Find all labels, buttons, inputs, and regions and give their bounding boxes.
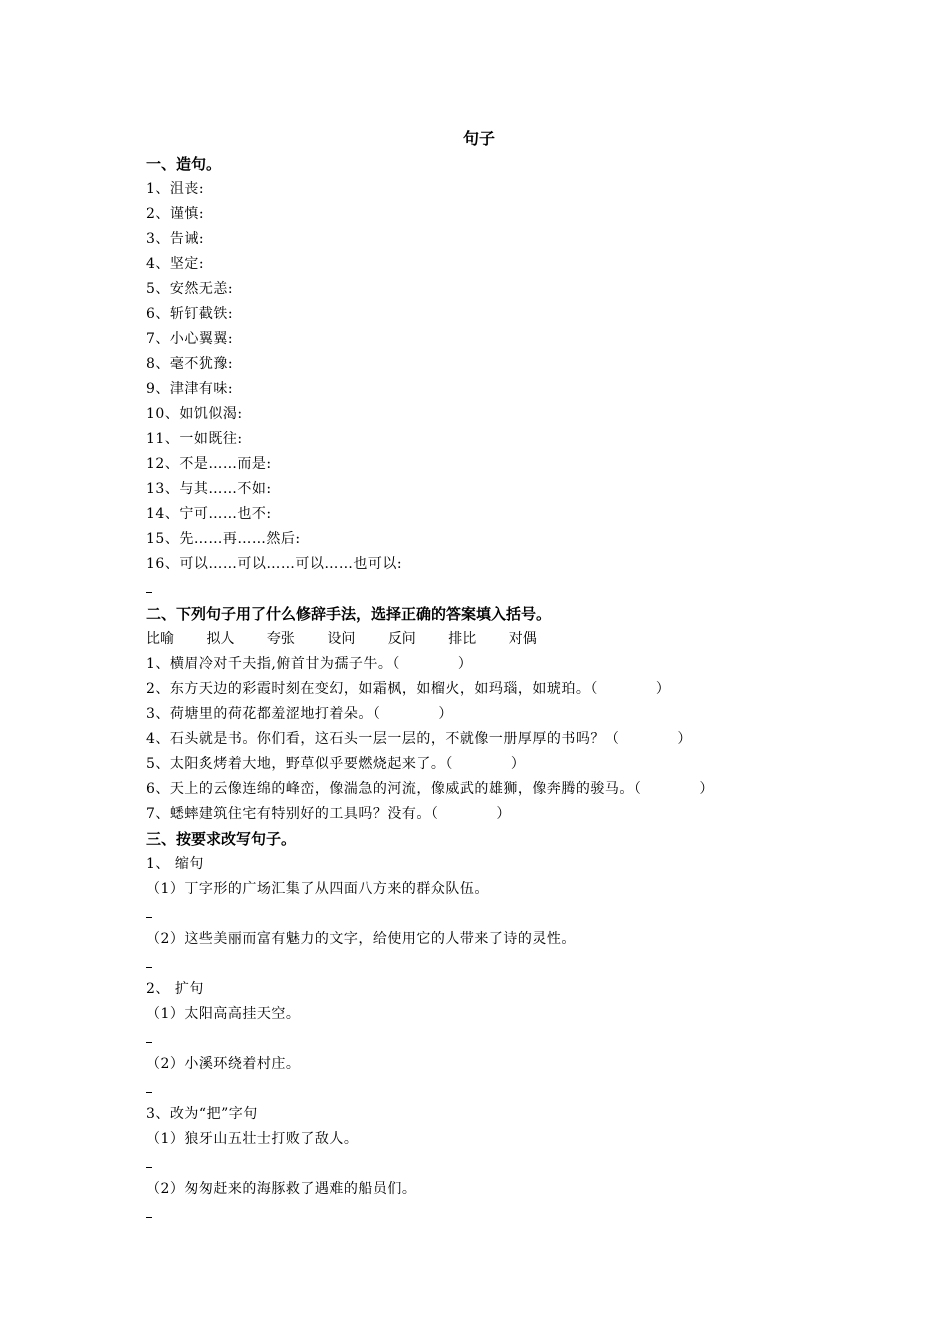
choice-item: 排比 <box>448 631 477 647</box>
rhetoric-question: 2、东方天边的彩霞时刻在变幻，如霜枫，如榴火，如玛瑙，如琥珀。（ ） <box>146 681 671 697</box>
worksheet-page <box>146 126 826 1227</box>
sentence-item: 12、不是……而是: <box>146 456 272 472</box>
rewrite-question: （2）匆匆赶来的海豚救了遇难的船员们。 <box>146 1181 417 1197</box>
sentence-item: 1、沮丧: <box>146 181 205 197</box>
choice-item: 设问 <box>327 631 356 647</box>
subsection-label: 2、 扩句 <box>146 981 204 997</box>
answer-blank <box>146 577 826 602</box>
sentence-item: 9、津津有味: <box>146 381 234 397</box>
sentence-item: 16、可以……可以……可以……也可以: <box>146 556 403 572</box>
sentence-item: 8、毫不犹豫: <box>146 356 234 372</box>
sentence-item: 2、谨慎: <box>146 206 205 222</box>
sentence-item: 14、宁可……也不: <box>146 506 272 522</box>
answer-blank <box>146 1152 826 1177</box>
sentence-item: 7、小心翼翼: <box>146 331 234 347</box>
answer-blank <box>146 952 826 977</box>
rewrite-question: （2）这些美丽而富有魅力的文字，给使用它的人带来了诗的灵性。 <box>146 931 576 947</box>
rhetoric-question: 6、天上的云像连绵的峰峦，像湍急的河流，像威武的雄狮，像奔腾的骏马。（ ） <box>146 781 714 797</box>
choice-item: 比喻 <box>146 631 174 647</box>
choice-item: 对偶 <box>508 631 537 647</box>
sentence-item: 3、告诫: <box>146 231 205 247</box>
rhetoric-question: 3、荷塘里的荷花都羞涩地打着朵。（ ） <box>146 706 453 722</box>
rewrite-question: （1）太阳高高挂天空。 <box>146 1006 301 1022</box>
sentence-item: 4、坚定: <box>146 256 205 272</box>
choice-item: 夸张 <box>266 631 295 647</box>
rhetoric-question: 5、太阳炙烤着大地，野草似乎要燃烧起来了。（ ） <box>146 756 526 772</box>
rewrite-question: （1）丁字形的广场汇集了从四面八方来的群众队伍。 <box>146 881 489 897</box>
rhetoric-question: 4、石头就是书。你们看，这石头一层一层的，不就像一册厚厚的书吗？（ ） <box>146 731 692 747</box>
answer-blank <box>146 1077 826 1102</box>
section1-heading: 一、造句。 <box>146 155 222 173</box>
sentence-item: 10、如饥似渴: <box>146 406 243 422</box>
section3-heading: 三、按要求改写句子。 <box>146 830 297 848</box>
choice-item: 反问 <box>387 631 416 647</box>
sentence-item: 5、安然无恙: <box>146 281 234 297</box>
rewrite-question: （1）狼牙山五壮士打败了敌人。 <box>146 1131 359 1147</box>
rhetoric-question: 1、横眉冷对千夫指,俯首甘为孺子牛。（ ） <box>146 656 473 672</box>
answer-blank <box>146 902 826 927</box>
section2-heading: 二、下列句子用了什么修辞手法，选择正确的答案填入括号。 <box>146 605 552 623</box>
subsection-label: 1、 缩句 <box>146 856 204 872</box>
sentence-item: 13、与其……不如: <box>146 481 272 497</box>
sentence-item: 11、一如既往: <box>146 431 243 447</box>
answer-blank <box>146 1202 826 1227</box>
sentence-item: 6、斩钉截铁: <box>146 306 234 322</box>
rhetoric-choices <box>146 627 826 652</box>
subsection-label: 3、改为“把”字句 <box>146 1106 258 1122</box>
answer-blank <box>146 1027 826 1052</box>
rewrite-question: （2）小溪环绕着村庄。 <box>146 1056 301 1072</box>
page-title: 句子 <box>462 129 495 148</box>
choice-item: 拟人 <box>206 631 235 647</box>
sentence-item: 15、先……再……然后: <box>146 531 301 547</box>
rhetoric-question: 7、蟋蟀建筑住宅有特别好的工具吗？没有。（ ） <box>146 806 511 822</box>
